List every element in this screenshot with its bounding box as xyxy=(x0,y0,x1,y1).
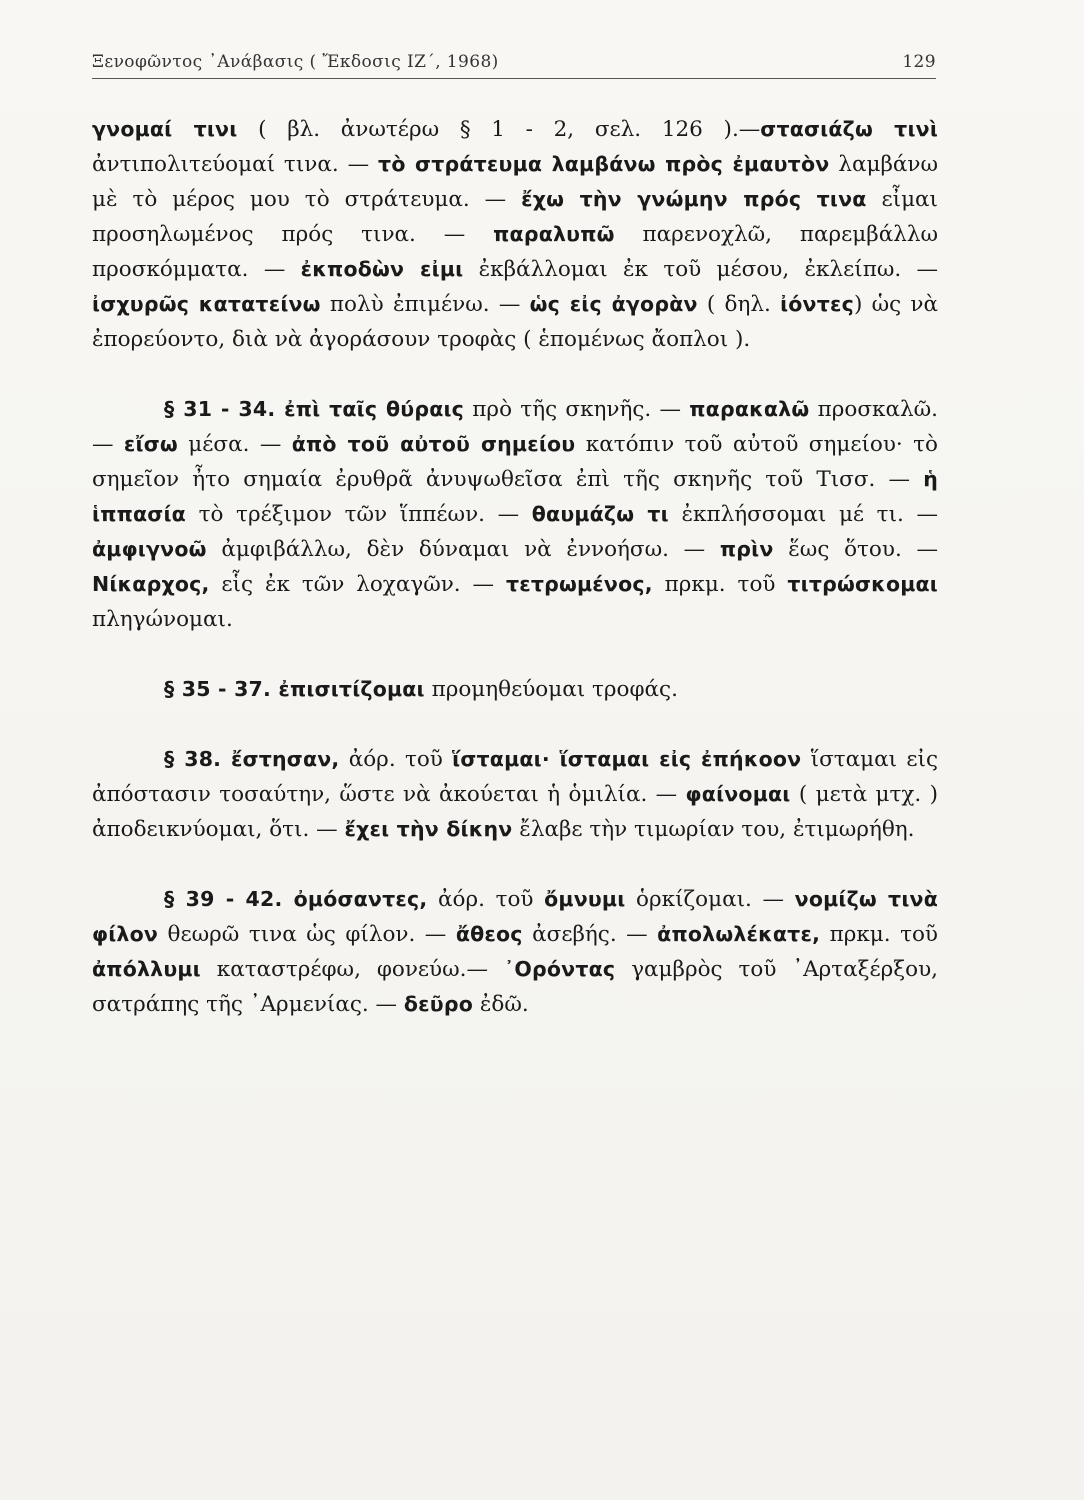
gloss-text: γαμβρὸς τοῦ ᾿Αρταξέρξου, σατράπης τῆς ᾿Αρμενίας. — xyxy=(92,957,938,1017)
headword: § 31 - 34. ἐπὶ ταῖς θύραις xyxy=(164,397,465,421)
glossary-paragraph xyxy=(92,742,938,847)
headword: § 38. ἔστησαν, xyxy=(164,747,340,771)
gloss-text: καταστρέφω, φονεύω.— xyxy=(200,957,504,982)
headword: παρακαλῶ xyxy=(689,397,810,421)
gloss-text: ( μετὰ μτχ. ) ἀποδεικνύομαι, ὅτι. — xyxy=(92,782,938,842)
headword: γνομαί τινι xyxy=(92,117,238,141)
gloss-text: ἐκβάλλομαι ἐκ τοῦ μέσου, ἐκλείπω. — xyxy=(463,257,939,282)
glossary-paragraph xyxy=(92,882,938,1022)
gloss-text: ἕως ὅτου. — xyxy=(773,537,938,562)
gloss-text: ἔλαβε τὴν τιμωρίαν του, ἐτιμωρήθη. xyxy=(512,817,915,842)
glossary-paragraph xyxy=(92,672,938,707)
headword: τὸ στράτευμα λαμβάνω πρὸς ἐμαυτὸν xyxy=(378,152,830,176)
gloss-text: λαμβάνω μὲ τὸ μέρος μου τὸ στράτευμα. — xyxy=(92,152,938,212)
headword: πρὶν xyxy=(719,537,774,561)
page-number: 129 xyxy=(902,52,936,72)
gloss-text: προσκαλῶ. — xyxy=(92,397,938,457)
gloss-text: ἀντιπολιτεύομαί τινα. — xyxy=(92,152,379,177)
headword: ἐκποδὼν εἰμι xyxy=(300,257,464,281)
headword: ἀπόλλυμι xyxy=(92,957,201,981)
headword: ἵσταμαι· ἵσταμαι εἰς ἐπήκοον xyxy=(452,747,802,771)
headword: εἴσω xyxy=(123,432,178,456)
headword: ἡ ἱππασία xyxy=(92,467,938,526)
gloss-text: ἀσεβής. — xyxy=(522,922,658,947)
glossary-paragraph xyxy=(92,392,938,637)
gloss-text: εἶμαι προσηλωμένος πρός τινα. — xyxy=(92,187,938,247)
gloss-text: θεωρῶ τινα ὡς φίλον. — xyxy=(158,922,456,947)
glossary-body xyxy=(92,112,938,1022)
gloss-text: προμηθεύομαι τροφάς. xyxy=(424,677,678,702)
headword: παραλυπῶ xyxy=(493,222,615,246)
headword: δεῦρο xyxy=(403,992,473,1016)
gloss-text: ὁρκίζομαι. — xyxy=(625,887,795,912)
gloss-text: ἀόρ. τοῦ xyxy=(339,747,453,772)
headword: ᾿Ορόντας xyxy=(503,957,616,981)
gloss-text: μέσα. — xyxy=(177,432,292,457)
headword: § 35 - 37. ἐπισιτίζομαι xyxy=(164,677,425,701)
gloss-text: ἵσταμαι εἰς ἀπόστασιν τοσαύτην, ὥστε νὰ ἀκούεται ἡ ὁμιλία. — xyxy=(92,747,938,807)
headword: ἀπὸ τοῦ αὐτοῦ σημείου xyxy=(291,432,576,456)
gloss-text: παρενοχλῶ, παρεμβάλλω προσκόμματα. — xyxy=(92,222,938,282)
headword: ὡς εἰς ἀγορὰν xyxy=(529,292,698,316)
gloss-text: κατόπιν τοῦ αὐτοῦ σημείου· τὸ σημεῖον ἦτο σημαία ἐρυθρᾶ ἀνυψωθεῖσα ἐπὶ τῆς σκηνῆς τοῦ Τισσ. — xyxy=(92,432,938,492)
gloss-text: πρὸ τῆς σκηνῆς. — xyxy=(464,397,690,422)
running-header xyxy=(92,44,936,79)
headword: ἰόντες xyxy=(780,292,854,316)
headword: στασιάζω τινὶ xyxy=(760,117,939,141)
headword: τετρωμένος, xyxy=(505,572,653,596)
headword: ἄθεος xyxy=(455,922,523,946)
gloss-text: ἀόρ. τοῦ xyxy=(427,887,545,912)
headword: θαυμάζω τι xyxy=(531,502,669,526)
gloss-text: εἷς ἐκ τῶν λοχαγῶν. — xyxy=(209,572,506,597)
headword: Νίκαρχος, xyxy=(92,572,210,596)
headword: § 39 - 42. ὀμόσαντες, xyxy=(164,887,428,911)
glossary-paragraph xyxy=(92,112,938,357)
headword: ἀπολωλέκατε, xyxy=(657,922,821,946)
gloss-text: πολὺ ἐπιμένω. — xyxy=(320,292,530,317)
headword: ἔχει τὴν δίκην xyxy=(344,817,513,841)
headword: φαίνομαι xyxy=(685,782,791,806)
gloss-text: τὸ τρέξιμον τῶν ἵππέων. — xyxy=(185,502,532,527)
header-title: Ξενοφῶντος ᾿Ανάβασις ( Ἔκδοσις ΙΖ΄, 1968) xyxy=(92,52,499,72)
gloss-text: πρκμ. τοῦ xyxy=(820,922,938,947)
gloss-text: ἐδῶ. xyxy=(473,992,529,1017)
gloss-text: ἀμφιβάλλω, δὲν δύναμαι νὰ ἐννοήσω. — xyxy=(206,537,720,562)
gloss-text: ἐκπλήσσομαι μέ τι. — xyxy=(668,502,938,527)
gloss-text: ( δηλ. xyxy=(697,292,781,317)
gloss-text: πληγώνομαι. xyxy=(92,607,233,632)
headword: ἰσχυρῶς κατατείνω xyxy=(92,292,321,316)
gloss-text: ( βλ. ἀνωτέρω § 1 - 2, σελ. 126 ).— xyxy=(237,117,761,142)
headword: ἔχω τὴν γνώμην πρός τινα xyxy=(521,187,867,211)
headword: νομίζω τινὰ φίλον xyxy=(92,887,938,946)
gloss-text: ) ὡς νὰ ἐπορεύοντο, διὰ νὰ ἀγοράσουν τροφὰς ( ἑπομένως ἄοπλοι ). xyxy=(92,292,938,352)
gloss-text: πρκμ. τοῦ xyxy=(652,572,788,597)
headword: ἀμφιγνοῶ xyxy=(92,537,207,561)
headword: ὄμνυμι xyxy=(544,887,626,911)
headword: τιτρώσκομαι xyxy=(787,572,938,596)
